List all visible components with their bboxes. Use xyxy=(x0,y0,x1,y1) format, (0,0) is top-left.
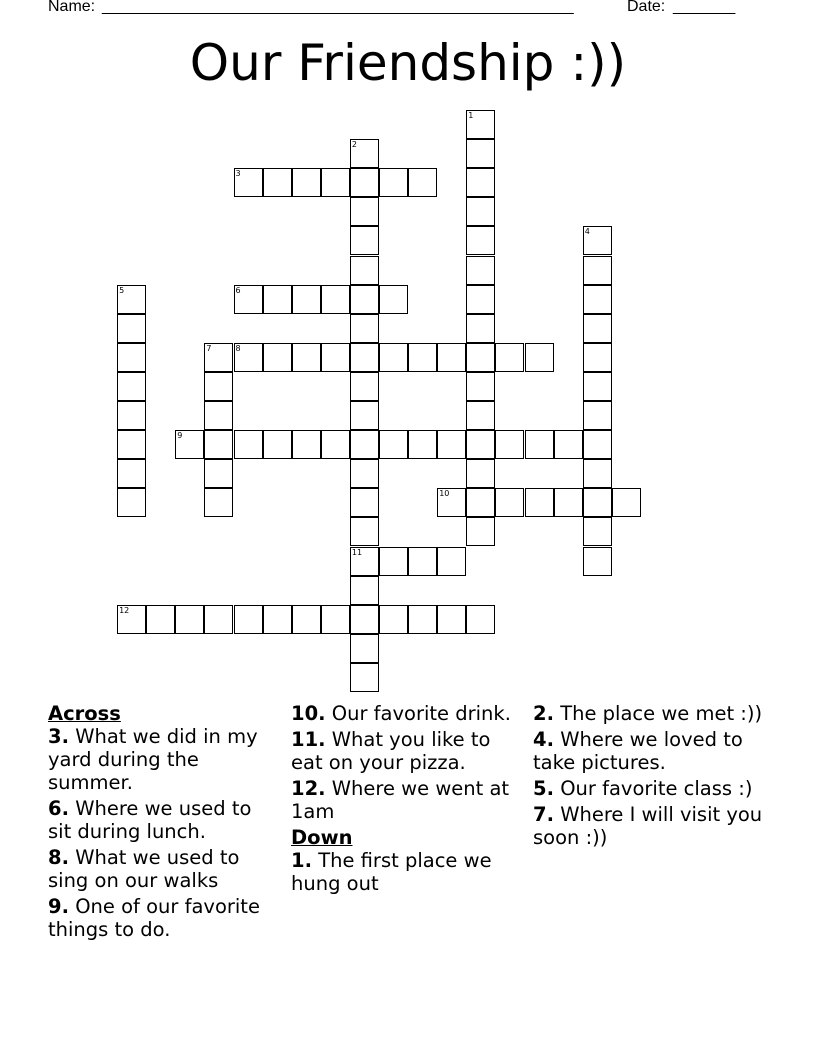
grid-cell[interactable] xyxy=(234,285,263,314)
grid-cell[interactable] xyxy=(437,547,466,576)
grid-cell[interactable] xyxy=(321,605,350,634)
grid-cell[interactable] xyxy=(204,459,233,488)
clue-number-label: 9 xyxy=(177,431,183,441)
grid-cell[interactable] xyxy=(263,430,292,459)
grid-cell[interactable] xyxy=(350,343,379,372)
grid-cell[interactable] xyxy=(466,430,495,459)
grid-cell[interactable] xyxy=(437,343,466,372)
clue-number: 12. xyxy=(291,777,326,800)
grid-cell[interactable] xyxy=(466,459,495,488)
grid-cell[interactable] xyxy=(350,226,379,255)
clue-down-2 xyxy=(533,702,773,725)
grid-cell[interactable] xyxy=(204,605,233,634)
grid-cell[interactable] xyxy=(350,430,379,459)
clue-text: One of our favorite things to do. xyxy=(48,895,260,941)
grid-cell[interactable] xyxy=(175,430,204,459)
grid-cell[interactable] xyxy=(204,401,233,430)
clue-text: The place we met :)) xyxy=(560,702,763,725)
grid-cell[interactable] xyxy=(263,605,292,634)
grid-cell[interactable] xyxy=(146,605,175,634)
across-heading: Across xyxy=(48,702,121,725)
grid-cell[interactable] xyxy=(583,343,612,372)
grid-cell[interactable] xyxy=(408,605,437,634)
grid-cell[interactable] xyxy=(234,430,263,459)
clues-column-2 xyxy=(291,702,523,898)
grid-cell[interactable] xyxy=(204,372,233,401)
grid-cell[interactable] xyxy=(175,605,204,634)
clue-number: 6. xyxy=(48,797,69,820)
clue-down-7 xyxy=(533,803,773,849)
grid-cell[interactable] xyxy=(117,488,146,517)
grid-cell[interactable] xyxy=(583,430,612,459)
grid-cell[interactable] xyxy=(321,343,350,372)
grid-cell[interactable] xyxy=(292,168,321,197)
grid-cell[interactable] xyxy=(321,285,350,314)
clue-text: Where we loved to take pictures. xyxy=(533,728,743,774)
clue-number-label: 6 xyxy=(235,285,241,295)
grid-cell[interactable] xyxy=(234,168,263,197)
grid-cell[interactable] xyxy=(408,343,437,372)
grid-cell[interactable] xyxy=(466,314,495,343)
clue-number-label: 4 xyxy=(584,227,590,237)
grid-cell[interactable] xyxy=(292,285,321,314)
grid-cell[interactable] xyxy=(350,372,379,401)
clue-number-label: 2 xyxy=(351,140,357,150)
grid-cell[interactable] xyxy=(583,256,612,285)
grid-cell[interactable] xyxy=(408,430,437,459)
grid-cell[interactable] xyxy=(350,139,379,168)
grid-cell[interactable] xyxy=(466,197,495,226)
grid-cell[interactable] xyxy=(583,314,612,343)
grid-cell[interactable] xyxy=(350,488,379,517)
grid-cell[interactable] xyxy=(350,168,379,197)
grid-cell[interactable] xyxy=(204,430,233,459)
date-label: Date: xyxy=(627,0,666,15)
clue-number: 10. xyxy=(291,702,326,725)
clue-across-11 xyxy=(291,728,523,774)
clue-number-label: 11 xyxy=(351,547,363,557)
grid-cell[interactable] xyxy=(466,285,495,314)
clue-number: 7. xyxy=(533,803,554,826)
clues-column-1 xyxy=(48,702,280,944)
grid-cell[interactable] xyxy=(350,576,379,605)
grid-cell[interactable] xyxy=(292,343,321,372)
grid-cell[interactable] xyxy=(437,488,466,517)
grid-cell[interactable] xyxy=(466,401,495,430)
clue-down-4 xyxy=(533,728,773,774)
clue-number-label: 8 xyxy=(235,343,241,353)
grid-cell[interactable] xyxy=(350,634,379,663)
grid-cell[interactable] xyxy=(350,256,379,285)
grid-cell[interactable] xyxy=(350,547,379,576)
clue-number: 9. xyxy=(48,895,69,918)
grid-cell[interactable] xyxy=(292,430,321,459)
grid-cell[interactable] xyxy=(234,343,263,372)
clue-number: 5. xyxy=(533,777,554,800)
grid-cell[interactable] xyxy=(583,547,612,576)
date-line[interactable]: _______ xyxy=(673,0,736,15)
clue-across-8 xyxy=(48,846,280,892)
grid-cell[interactable] xyxy=(495,343,524,372)
grid-cell[interactable] xyxy=(350,401,379,430)
grid-cell[interactable] xyxy=(379,168,408,197)
grid-cell[interactable] xyxy=(554,488,583,517)
clue-number-label: 3 xyxy=(235,169,241,179)
grid-cell[interactable] xyxy=(263,285,292,314)
grid-cell[interactable] xyxy=(117,285,146,314)
grid-cell[interactable] xyxy=(466,168,495,197)
grid-cell[interactable] xyxy=(612,488,641,517)
clue-number: 1. xyxy=(291,849,312,872)
clue-number: 8. xyxy=(48,846,69,869)
grid-cell[interactable] xyxy=(466,343,495,372)
grid-cell[interactable] xyxy=(437,605,466,634)
grid-cell[interactable] xyxy=(350,517,379,546)
down-heading: Down xyxy=(291,826,353,849)
grid-cell[interactable] xyxy=(525,343,554,372)
grid-cell[interactable] xyxy=(117,459,146,488)
clue-text: Where we went at 1am xyxy=(291,777,510,823)
clue-text: What you like to eat on your pizza. xyxy=(291,728,491,774)
clue-text: The first place we hung out xyxy=(291,849,492,895)
grid-cell[interactable] xyxy=(350,663,379,692)
grid-cell[interactable] xyxy=(466,226,495,255)
clue-number-label: 10 xyxy=(439,489,450,499)
clue-down-5 xyxy=(533,777,773,800)
grid-cell[interactable] xyxy=(117,605,146,634)
grid-cell[interactable] xyxy=(350,285,379,314)
clue-number: 3. xyxy=(48,725,69,748)
clue-number: 2. xyxy=(533,702,554,725)
grid-cell[interactable] xyxy=(583,226,612,255)
clue-across-10 xyxy=(291,702,523,725)
grid-cell[interactable] xyxy=(466,517,495,546)
clue-down-1 xyxy=(291,849,523,895)
clue-across-9 xyxy=(48,895,280,941)
grid-cell[interactable] xyxy=(554,430,583,459)
grid-cell[interactable] xyxy=(292,605,321,634)
clue-number: 4. xyxy=(533,728,554,751)
grid-cell[interactable] xyxy=(204,488,233,517)
clue-number-label: 1 xyxy=(468,111,474,120)
grid-cell[interactable] xyxy=(583,488,612,517)
grid-cell[interactable] xyxy=(117,430,146,459)
name-line[interactable]: _____________________________________________________ xyxy=(102,0,574,15)
clue-text: Our favorite class :) xyxy=(560,777,753,800)
name-label: Name: xyxy=(48,0,96,15)
grid-cell[interactable] xyxy=(583,372,612,401)
grid-cell[interactable] xyxy=(321,430,350,459)
grid-cell[interactable] xyxy=(117,343,146,372)
clue-text: Where I will visit you soon :)) xyxy=(533,803,763,849)
grid-cell[interactable] xyxy=(117,401,146,430)
clue-across-6 xyxy=(48,797,280,843)
grid-cell[interactable] xyxy=(117,372,146,401)
grid-cell[interactable] xyxy=(583,285,612,314)
grid-cell[interactable] xyxy=(466,110,495,139)
clue-across-12 xyxy=(291,777,523,823)
clue-number-label: 5 xyxy=(119,285,125,295)
grid-cell[interactable] xyxy=(117,314,146,343)
grid-cell[interactable] xyxy=(466,256,495,285)
grid-cell[interactable] xyxy=(350,197,379,226)
grid-cell[interactable] xyxy=(234,605,263,634)
clue-text: What we used to sing on our walks xyxy=(48,846,240,892)
grid-cell[interactable] xyxy=(379,343,408,372)
puzzle-title: Our Friendship :)) xyxy=(189,34,627,92)
grid-cell[interactable] xyxy=(437,430,466,459)
clue-number-label: 12 xyxy=(119,605,130,615)
grid-cell[interactable] xyxy=(379,285,408,314)
grid-cell[interactable] xyxy=(350,605,379,634)
clue-text: Where we used to sit during lunch. xyxy=(48,797,252,843)
clue-number-label: 7 xyxy=(206,343,212,353)
grid-cell[interactable] xyxy=(204,343,233,372)
grid-cell[interactable] xyxy=(495,488,524,517)
clue-number: 11. xyxy=(291,728,326,751)
grid-cell[interactable] xyxy=(466,139,495,168)
grid-cell[interactable] xyxy=(408,168,437,197)
grid-cell[interactable] xyxy=(379,605,408,634)
grid-cell[interactable] xyxy=(350,314,379,343)
grid-cell[interactable] xyxy=(379,547,408,576)
grid-cell[interactable] xyxy=(350,459,379,488)
grid-cell[interactable] xyxy=(525,488,554,517)
clues-column-3 xyxy=(533,702,773,852)
grid-cell[interactable] xyxy=(379,430,408,459)
grid-cell[interactable] xyxy=(525,430,554,459)
grid-cell[interactable] xyxy=(466,372,495,401)
clue-text: Our favorite drink. xyxy=(331,702,511,725)
grid-cell[interactable] xyxy=(495,430,524,459)
grid-cell[interactable] xyxy=(583,517,612,546)
grid-cell[interactable] xyxy=(466,488,495,517)
grid-cell[interactable] xyxy=(408,547,437,576)
grid-cell[interactable] xyxy=(466,605,495,634)
grid-cell[interactable] xyxy=(583,459,612,488)
grid-cell[interactable] xyxy=(263,343,292,372)
grid-cell[interactable] xyxy=(583,401,612,430)
grid-cell[interactable] xyxy=(263,168,292,197)
clue-across-3 xyxy=(48,725,280,794)
clue-text: What we did in my yard during the summer. xyxy=(48,725,258,794)
grid-cell[interactable] xyxy=(321,168,350,197)
